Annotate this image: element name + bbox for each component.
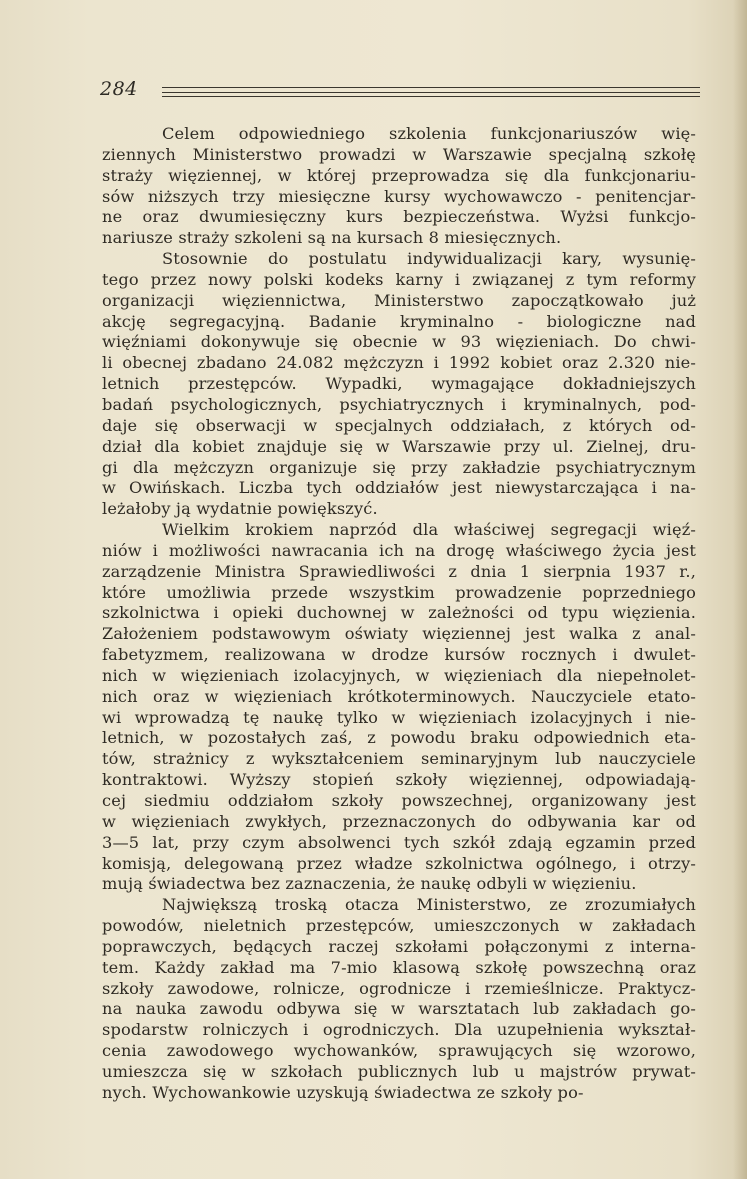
text-line: mują świadectwa bez zaznaczenia, że naukę odbyli w więzieniu. (102, 874, 637, 894)
page-edge-shadow (733, 0, 747, 1179)
paragraph (102, 895, 696, 1103)
text-line: w Owińskach. Liczba tych oddziałów jest niewystarczająca i na- (102, 478, 696, 498)
text-line: organizacji więziennictwa, Ministerstwo zapoczątkowało już (102, 290, 696, 310)
text-line: akcję segregacyjną. Badanie kryminalno - biologiczne nad (102, 311, 696, 331)
text-line: więźniami dokonywuje się obecnie w 93 więzieniach. Do chwi- (102, 332, 696, 352)
header-rule (162, 96, 700, 97)
text-line: Stosownie do postulatu indywidualizacji kary, wysunię- (162, 249, 696, 269)
text-line: tów, strażnicy z wykształceniem seminaryjnym lub nauczyciele (102, 749, 696, 769)
text-line: Największą troską otacza Ministerstwo, ze zrozumiałych (162, 895, 696, 915)
text-line: w więzieniach zwykłych, przeznaczonych do odbywania kar od (102, 811, 696, 831)
text-line: tego przez nowy polski kodeks karny i związanej z tym reformy (102, 269, 696, 289)
paragraph (102, 249, 696, 520)
text-line: poprawczych, będących raczej szkołami połączonymi z interna- (102, 936, 696, 956)
body-text (102, 124, 696, 1104)
text-line: dział dla kobiet znajduje się w Warszawie przy ul. Zielnej, dru- (102, 436, 696, 456)
text-line: fabetyzmem, realizowana w drodze kursów rocznych i dwulet- (102, 645, 696, 665)
text-line: powodów, nieletnich przestępców, umieszczonych w zakładach (102, 916, 696, 936)
text-line: cenia zawodowego wychowanków, sprawujących się wzorowo, (102, 1041, 696, 1061)
text-line: badań psychologicznych, psychiatrycznych i kryminalnych, pod- (102, 394, 696, 414)
header-rule (162, 87, 700, 88)
text-line: letnich, w pozostałych zaś, z powodu braku odpowiednich eta- (102, 728, 696, 748)
paragraph (102, 520, 696, 895)
text-line: gi dla mężczyzn organizuje się przy zakładzie psychiatrycznym (102, 457, 696, 477)
text-line: niów i możliwości nawracania ich na drogę właściwego życia jest (102, 540, 696, 560)
text-line: letnich przestępców. Wypadki, wymagające dokładniejszych (102, 374, 696, 394)
text-line: które umożliwia przede wszystkim prowadzenie poprzedniego (102, 582, 696, 602)
text-line: nich oraz w więzieniach krótkoterminowych. Nauczyciele etato- (102, 686, 696, 706)
text-line: straży więziennej, w której przeprowadza się dla funkcjonariu- (102, 165, 696, 185)
text-line: nariusze straży szkoleni są na kursach 8 miesięcznych. (102, 228, 562, 248)
text-line: tem. Każdy zakład ma 7-mio klasową szkołę powszechną oraz (102, 957, 696, 977)
text-line: Założeniem podstawowym oświaty więziennej jest walka z anal- (102, 624, 696, 644)
text-line: Wielkim krokiem naprzód dla właściwej segregacji więź- (162, 520, 696, 540)
text-line: spodarstw rolniczych i ogrodniczych. Dla uzupełnienia wykształ- (102, 1020, 696, 1040)
text-line: wi wprowadzą tę naukę tylko w więzieniach izolacyjnych i nie- (102, 707, 696, 727)
text-line: szkolnictwa i opieki duchownej w zależności od typu więzienia. (102, 603, 696, 623)
text-line: leżałoby ją wydatnie powiększyć. (102, 499, 378, 519)
text-line: na nauka zawodu odbywa się w warsztatach lub zakładach go- (102, 999, 696, 1019)
text-line: Celem odpowiedniego szkolenia funkcjonariuszów wię- (162, 124, 696, 143)
text-line: sów niższych trzy miesięczne kursy wychowawczo - penitencjar- (102, 186, 696, 206)
paragraph (102, 124, 696, 249)
page-number: 284 (100, 78, 138, 100)
text-line: kontraktowi. Wyższy stopień szkoły więziennej, odpowiadają- (102, 770, 696, 790)
text-line: nich w więzieniach izolacyjnych, w więzieniach dla niepełnolet- (102, 665, 696, 685)
text-line: zarządzenie Ministra Sprawiedliwości z dnia 1 sierpnia 1937 r., (102, 561, 696, 581)
header-rule (162, 92, 700, 93)
text-line: nych. Wychowankowie uzyskują świadectwa ze szkoły po- (102, 1082, 584, 1102)
text-line: ne oraz dwumiesięczny kurs bezpieczeństwa. Wyżsi funkcjo- (102, 207, 696, 227)
text-line: komisją, delegowaną przez władze szkolnictwa ogólnego, i otrzy- (102, 853, 696, 873)
page-header (100, 78, 700, 108)
text-line: li obecnej zbadano 24.082 mężczyzn i 1992 kobiet oraz 2.320 nie- (102, 353, 696, 373)
text-line: umieszcza się w szkołach publicznych lub u majstrów prywat- (102, 1061, 696, 1081)
text-line: daje się obserwacji w specjalnych oddziałach, z których od- (102, 415, 696, 435)
text-line: ziennych Ministerstwo prowadzi w Warszawie specjalną szkołę (102, 144, 696, 164)
text-line: szkoły zawodowe, rolnicze, ogrodnicze i rzemieślnicze. Praktycz- (102, 978, 696, 998)
text-line: 3—5 lat, przy czym absolwenci tych szkół zdają egzamin przed (102, 832, 696, 852)
text-line: cej siedmiu oddziałom szkoły powszechnej, organizowany jest (102, 791, 696, 810)
